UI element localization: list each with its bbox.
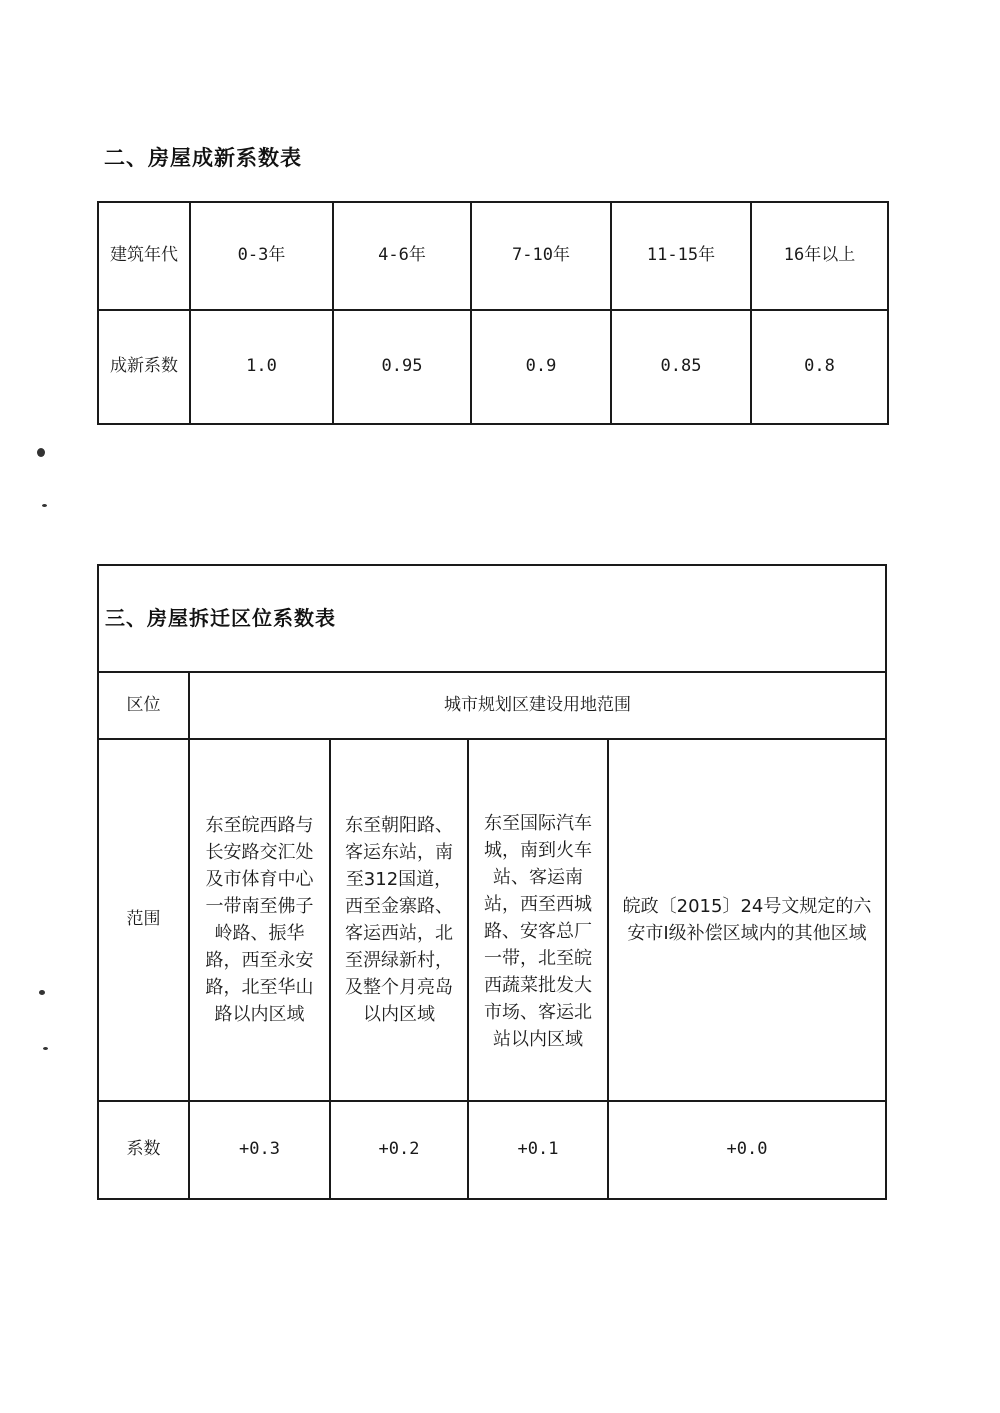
depreciation-coefficient-table: [97, 201, 889, 425]
row-header-build-year: 建筑年代: [98, 202, 190, 310]
coefficient-cell: +0.1: [468, 1101, 608, 1199]
table-row: [98, 310, 888, 424]
coefficient-cell: 0.8: [751, 310, 888, 424]
scan-speck: [37, 448, 45, 457]
table-row: [98, 739, 886, 1101]
column-header: 0-3年: [190, 202, 333, 310]
scan-speck: [43, 1047, 48, 1050]
section3-heading: 三、房屋拆迁区位系数表: [105, 606, 336, 631]
coefficient-cell: +0.3: [189, 1101, 330, 1199]
zone-value: 城市规划区建设用地范围: [189, 672, 886, 739]
scan-speck: [39, 990, 45, 995]
table-row: [98, 1101, 886, 1199]
coefficient-cell: +0.0: [608, 1101, 886, 1199]
column-header: 4-6年: [333, 202, 471, 310]
row-header-coefficient: 成新系数: [98, 310, 190, 424]
column-header: 11-15年: [611, 202, 751, 310]
scan-speck: [42, 504, 47, 507]
range-cell: 东至国际汽车城，南到火车站、客运南站，西至西城路、安客总厂一带，北至皖西蔬菜批发大市场、客运北站以内区域: [468, 739, 608, 1101]
coefficient-cell: 0.95: [333, 310, 471, 424]
location-coefficient-table: [97, 564, 887, 1200]
coefficient-cell: 1.0: [190, 310, 333, 424]
section3-title-cell: [98, 565, 886, 672]
table-row: [98, 672, 886, 739]
range-cell: 东至朝阳路、客运东站，南至312国道，西至金寨路、客运西站，北至淠绿新村，及整个月亮岛以内区域: [330, 739, 468, 1101]
column-header: 16年以上: [751, 202, 888, 310]
coefficient-cell: 0.85: [611, 310, 751, 424]
label-zone: 区位: [98, 672, 189, 739]
table-row: [98, 202, 888, 310]
range-cell: 皖政〔2015〕24号文规定的六安市Ⅰ级补偿区域内的其他区域: [608, 739, 886, 1101]
table-row: [98, 565, 886, 672]
coefficient-cell: +0.2: [330, 1101, 468, 1199]
range-cell: 东至皖西路与长安路交汇处及市体育中心一带南至佛子岭路、振华路，西至永安路，北至华山路以内区域: [189, 739, 330, 1101]
label-range: 范围: [98, 739, 189, 1101]
label-coefficient: 系数: [98, 1101, 189, 1199]
coefficient-cell: 0.9: [471, 310, 611, 424]
column-header: 7-10年: [471, 202, 611, 310]
section2-heading: 二、房屋成新系数表: [104, 146, 302, 170]
